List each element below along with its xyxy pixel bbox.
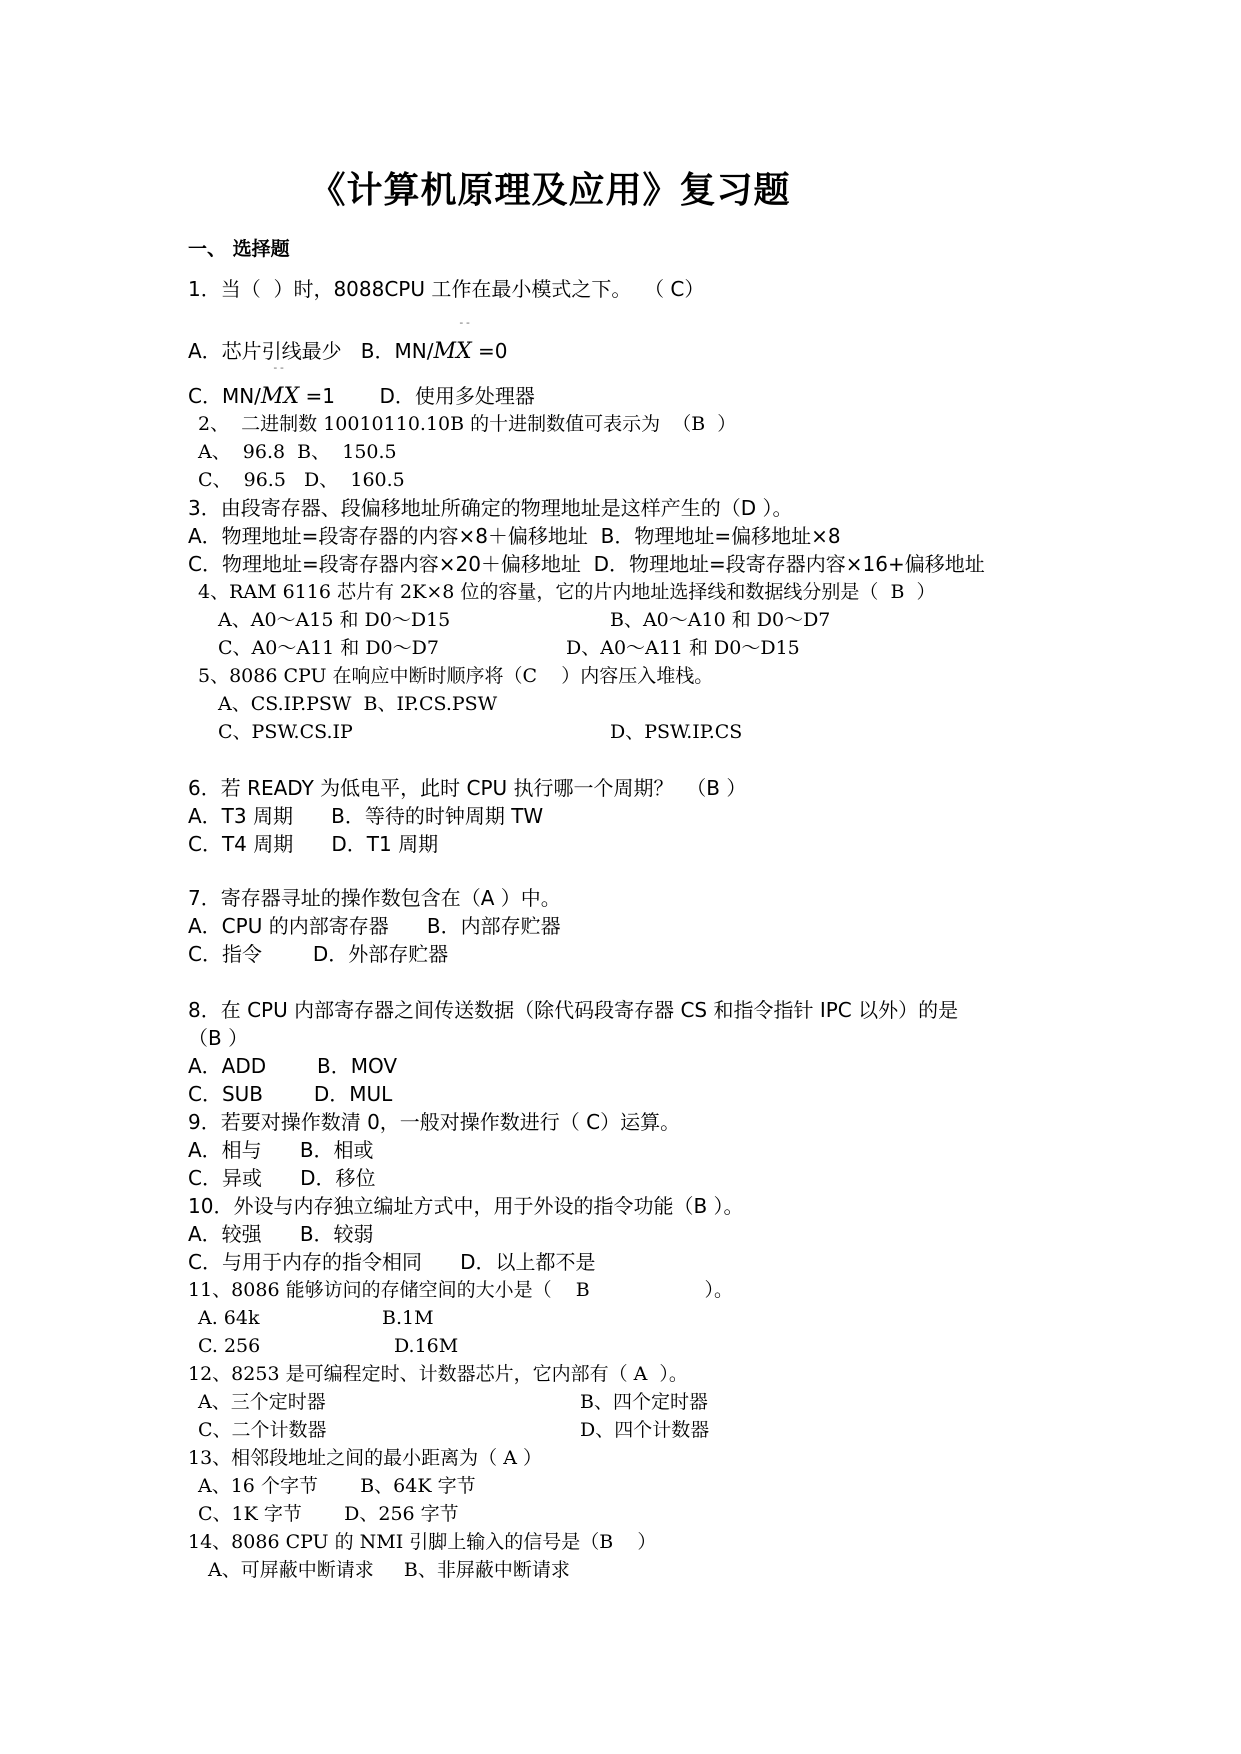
question-3: 3．由段寄存器、段偏移地址所确定的物理地址是这样产生的（D ）。 bbox=[188, 496, 793, 520]
question-7: 7．寄存器寻址的操作数包含在（A ）中。 bbox=[188, 886, 561, 910]
question-11: 11、8086 能够访问的存储空间的大小是（ B ）。 bbox=[188, 1279, 733, 1301]
q4-option-c: C、A0～A11 和 D0～D7 bbox=[218, 637, 439, 659]
q5-option-d: D、PSW.IP.CS bbox=[610, 721, 743, 743]
question-10: 10．外设与内存独立编址方式中，用于外设的指令功能（B ）。 bbox=[188, 1194, 744, 1218]
question-5: 5、8086 CPU 在响应中断时顺序将（C ）内容压入堆栈。 bbox=[198, 665, 714, 687]
q11-option-c: C. 256 bbox=[198, 1335, 261, 1357]
q2-options-ab: A、 96.8 B、 150.5 bbox=[198, 441, 397, 463]
q3-options-cd: C．物理地址=段寄存器内容×20＋偏移地址 D．物理地址=段寄存器内容×16+偏移地址 bbox=[188, 552, 985, 576]
question-12: 12、8253 是可编程定时、计数器芯片，它内部有（ A ）。 bbox=[188, 1363, 688, 1385]
q5-options-ab: A、CS.IP.PSW B、IP.CS.PSW bbox=[218, 693, 498, 715]
q4-option-a: A、A0～A15 和 D0～D15 bbox=[218, 609, 451, 631]
q11-option-a: A. 64k bbox=[198, 1307, 260, 1329]
q4-option-b: B、A0～A10 和 D0～D7 bbox=[610, 609, 831, 631]
q5-option-c: C、PSW.CS.IP bbox=[218, 721, 353, 743]
q6-options-cd: C．T4 周期 D．T1 周期 bbox=[188, 832, 439, 856]
q7-options-cd: C．指令 D．外部存贮器 bbox=[188, 942, 449, 966]
q13-options-cd: C、1K 字节 D、256 字节 bbox=[198, 1503, 459, 1525]
q14-options-ab: A、可屏蔽中断请求 B、非屏蔽中断请求 bbox=[208, 1559, 570, 1581]
question-4: 4、RAM 6116 芯片有 2K×8 位的容量，它的片内地址选择线和数据线分别是（ B ） bbox=[198, 581, 936, 603]
question-9: 9．若要对操作数清 0，一般对操作数进行（ C）运算。 bbox=[188, 1110, 681, 1134]
q11-option-b: B.1M bbox=[382, 1307, 434, 1329]
question-13: 13、相邻段地址之间的最小距离为（ A ） bbox=[188, 1447, 542, 1469]
question-6: 6．若 READY 为低电平，此时 CPU 执行哪一个周期？ （B ） bbox=[188, 776, 747, 800]
overbar-mark: -- bbox=[272, 361, 286, 374]
question-1: 1．当（ ）时，8088CPU 工作在最小模式之下。 （ C） bbox=[188, 277, 705, 301]
overbar-mark: -- bbox=[458, 316, 472, 329]
question-2: 2、 二进制数 10010110.10B 的十进制数值可表示为 （B ） bbox=[198, 413, 737, 435]
q8-options-ab: A．ADD B．MOV bbox=[188, 1054, 398, 1078]
q6-options-ab: A．T3 周期 B．等待的时钟周期 TW bbox=[188, 804, 544, 828]
q1-options-ab: A．芯片引线最少 B．MN/MX =0 bbox=[188, 339, 508, 364]
question-14: 14、8086 CPU 的 NMI 引脚上输入的信号是（B ） bbox=[188, 1531, 657, 1553]
question-8-answer: （B ） bbox=[188, 1026, 249, 1050]
q11-option-d: D.16M bbox=[394, 1335, 459, 1357]
q12-option-b: B、四个定时器 bbox=[580, 1391, 708, 1413]
question-8: 8．在 CPU 内部寄存器之间传送数据（除代码段寄存器 CS 和指令指针 IPC 以外）的是 bbox=[188, 998, 959, 1022]
q1-options-cd: C．MN/MX =1 D．使用多处理器 bbox=[188, 384, 535, 409]
q13-options-ab: A、16 个字节 B、64K 字节 bbox=[198, 1475, 476, 1497]
q12-option-c: C、二个计数器 bbox=[198, 1419, 327, 1441]
q2-options-cd: C、 96.5 D、 160.5 bbox=[198, 469, 405, 491]
q12-option-a: A、三个定时器 bbox=[198, 1391, 326, 1413]
q9-options-ab: A．相与 B．相或 bbox=[188, 1138, 374, 1162]
q8-options-cd: C．SUB D．MUL bbox=[188, 1082, 393, 1106]
section-heading: 一、 选择题 bbox=[188, 238, 290, 260]
q12-option-d: D、四个计数器 bbox=[580, 1419, 710, 1441]
q10-options-ab: A．较强 B．较弱 bbox=[188, 1222, 374, 1246]
page-title: 《计算机原理及应用》复习题 bbox=[309, 170, 791, 211]
q3-options-ab: A．物理地址=段寄存器的内容×8＋偏移地址 B．物理地址=偏移地址×8 bbox=[188, 524, 841, 548]
q7-options-ab: A．CPU 的内部寄存器 B．内部存贮器 bbox=[188, 914, 561, 938]
q9-options-cd: C．异或 D．移位 bbox=[188, 1166, 376, 1190]
q10-options-cd: C．与用于内存的指令相同 D．以上都不是 bbox=[188, 1250, 596, 1274]
q4-option-d: D、A0～A11 和 D0～D15 bbox=[566, 637, 800, 659]
